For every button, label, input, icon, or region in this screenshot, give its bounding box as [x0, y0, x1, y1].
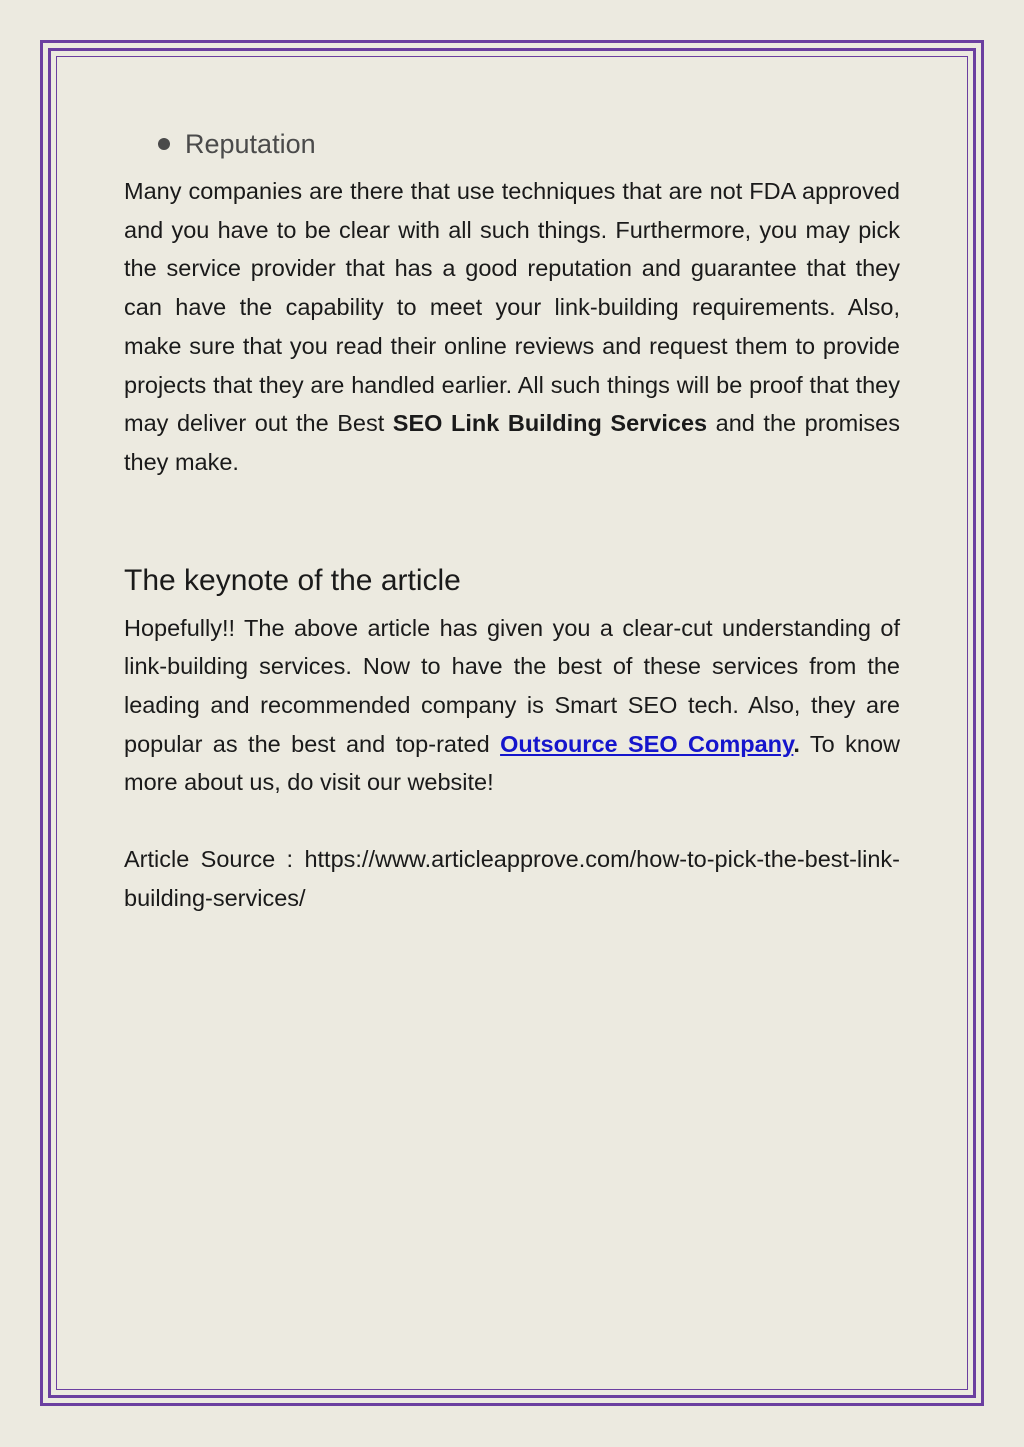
bullet-item-reputation — [158, 120, 900, 168]
outsource-seo-company-link[interactable]: Outsource SEO Company — [500, 730, 794, 757]
keynote-heading: The keynote of the article — [124, 563, 461, 597]
reputation-text-after: and the promises they make. — [124, 410, 900, 475]
reputation-paragraph — [124, 172, 900, 482]
keynote-text-before: Hopefully!! The above article has given you a clear-cut understanding of link-building services. Now to have the best of these services from the leading and recommended company is Smart SEO tech. Also, they are popular as the best and top-rated — [124, 614, 900, 757]
document-content — [124, 120, 900, 918]
article-source: Article Source : https://www.articleapprove.com/how-to-pick-the-best-link-building-services/ — [124, 846, 900, 911]
link-period: . — [793, 730, 800, 757]
seo-link-building-services-text: SEO Link Building Services — [392, 410, 708, 437]
reputation-text-before: Many companies are there that use techniques that are not FDA approved and you have to be clear with all such things. Furthermore, you may pick the service provider that has a good reputation and guarantee that they can have the capability to meet your link-building requirements. Also, make sure that you read their online reviews and request them to provide projects that they are handled earlier. All such things will be proof that they may deliver out the Best — [124, 178, 900, 437]
keynote-text-after: To know more about us, do visit our website! — [124, 730, 900, 796]
bullet-label: Reputation — [185, 128, 316, 159]
bullet-dot-icon — [158, 138, 170, 150]
keynote-paragraph — [124, 609, 900, 803]
